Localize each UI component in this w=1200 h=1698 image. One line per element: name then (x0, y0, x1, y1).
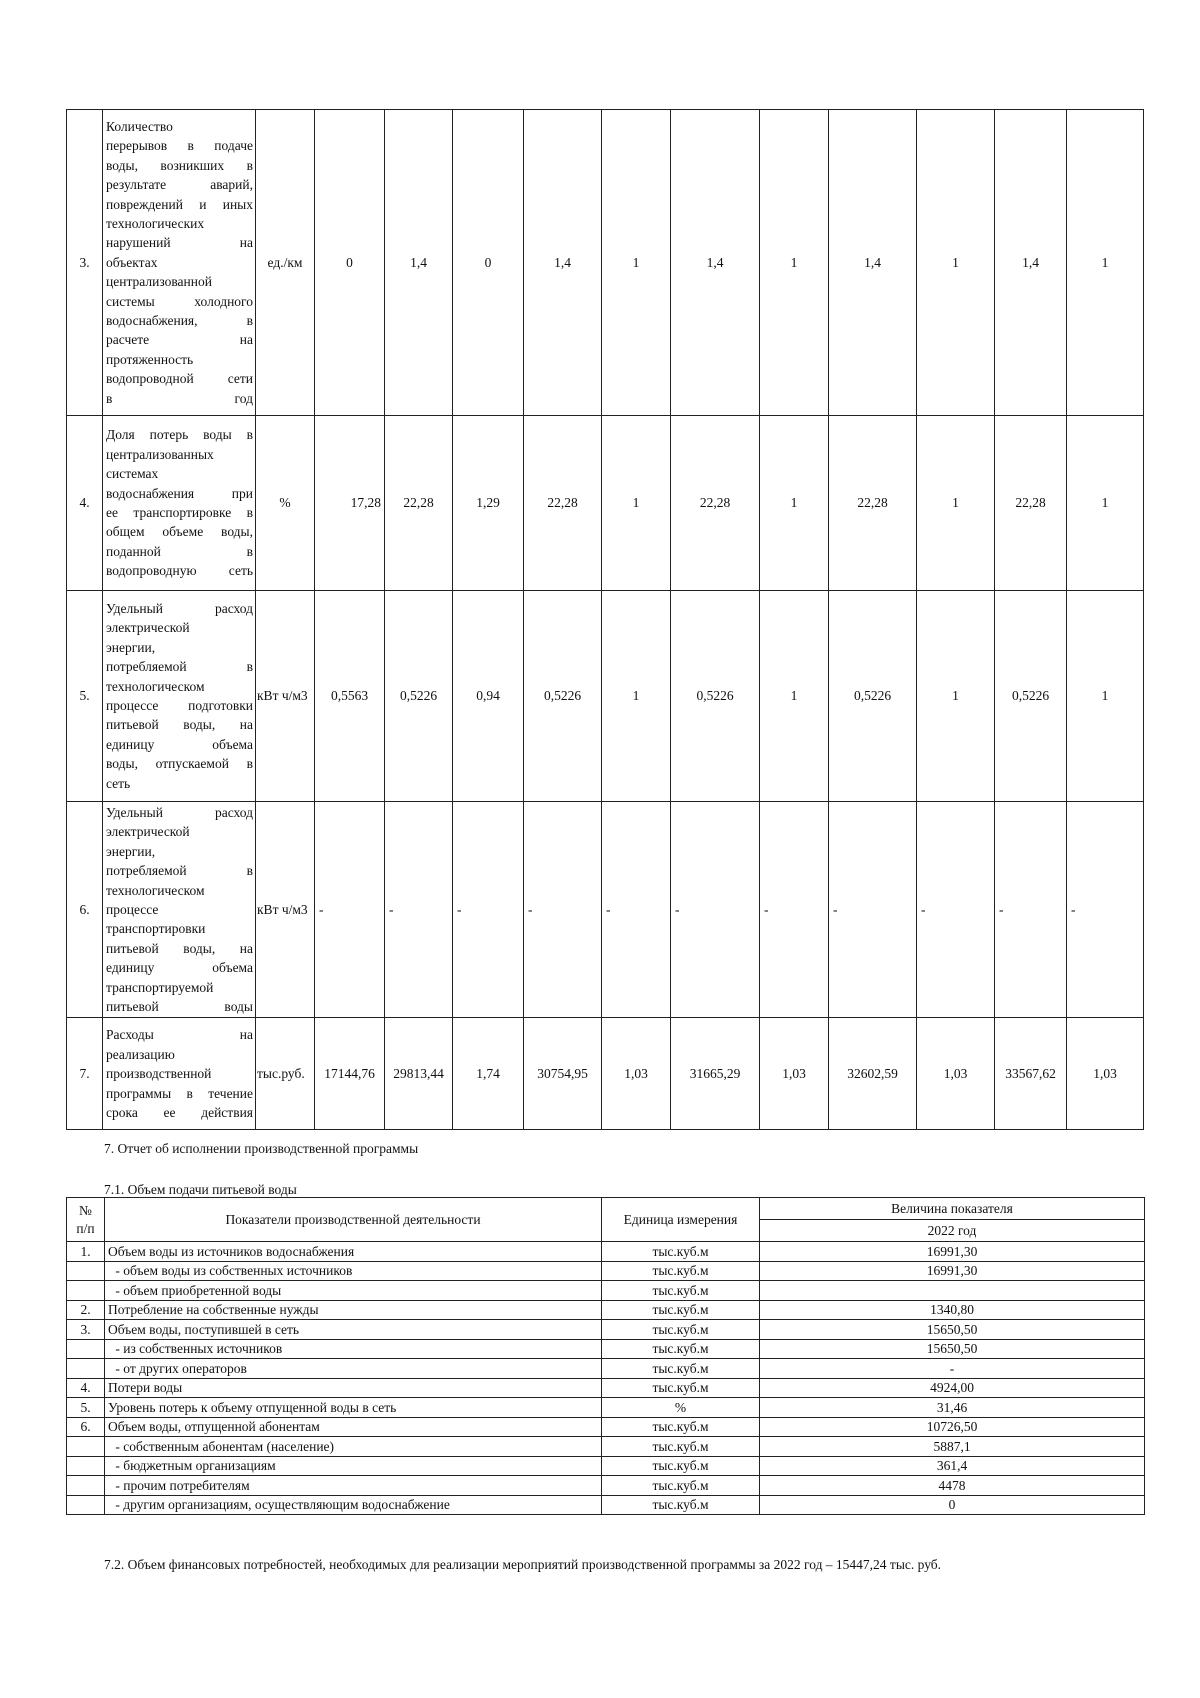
indicator-name-line: питьевой воды, на (106, 717, 253, 733)
value-cell: 1,4 (829, 110, 917, 416)
indicator-name-line: водоснабжения, в (106, 313, 253, 329)
indicator-name-line: перерывов в подаче (106, 138, 253, 154)
unit-cell: % (602, 1398, 760, 1418)
value-cell: 15650,50 (760, 1320, 1145, 1340)
indicator-name: Уровень потерь к объему отпущенной воды в сеть (105, 1398, 602, 1418)
value-cell: 0,5226 (385, 591, 453, 802)
value-cell: 1 (760, 591, 829, 802)
value-cell: 0 (760, 1495, 1145, 1515)
header-num-text: № п/п (76, 1202, 95, 1236)
indicator-name-line: централизованных (106, 446, 214, 462)
section-7-heading: 7. Отчет об исполнении производственной программы (104, 1141, 419, 1156)
value-cell: 30754,95 (524, 1018, 602, 1130)
indicator-name-line: воды, возникших в (106, 157, 253, 173)
value-cell (760, 1281, 1145, 1301)
indicator-name-line: электрической (106, 824, 190, 840)
value-cell: 1 (917, 110, 995, 416)
value-cell: 1 (1067, 416, 1144, 591)
unit-cell: ед./км (256, 110, 315, 416)
indicator-name: Потери воды (105, 1378, 602, 1398)
value-cell: 15650,50 (760, 1339, 1145, 1359)
table-row (67, 1018, 1144, 1130)
indicator-name-line: общем объеме воды, (106, 524, 253, 540)
value-cell: 1 (602, 591, 671, 802)
unit-cell: кВт ч/м3 (256, 591, 315, 802)
row-number (67, 1339, 105, 1359)
indicator-name (103, 1018, 256, 1130)
row-number: 3. (67, 110, 103, 416)
indicator-name-line: питьевой воды (106, 999, 253, 1015)
indicator-name-line: технологических (106, 215, 205, 231)
unit-cell: тыс.куб.м (602, 1339, 760, 1359)
table-row (67, 591, 1144, 802)
indicator-name-line: технологическом (106, 678, 205, 694)
table-row (67, 1281, 1145, 1301)
indicator-name-line: повреждений и иных (106, 196, 253, 212)
indicator-name-line: потребляемой в (106, 863, 253, 879)
value-cell: - (917, 802, 995, 1018)
value-cell: 1,4 (524, 110, 602, 416)
indicator-name: - собственным абонентам (население) (105, 1437, 602, 1457)
unit-cell: тыс.куб.м (602, 1476, 760, 1496)
header-indicator: Показатели производственной деятельности (105, 1198, 602, 1242)
value-cell: 0,5226 (524, 591, 602, 802)
indicator-name: - из собственных источников (105, 1339, 602, 1359)
table-row (67, 416, 1144, 591)
unit-cell: тыс.куб.м (602, 1281, 760, 1301)
indicator-name-line: Удельный расход (106, 600, 253, 616)
table-row (67, 1261, 1145, 1281)
indicator-name-line: в год (106, 390, 253, 406)
row-number: 2. (67, 1300, 105, 1320)
value-cell: 31665,29 (671, 1018, 760, 1130)
unit-cell: тыс.куб.м (602, 1495, 760, 1515)
indicator-name-line: производственной (106, 1066, 212, 1082)
unit-cell: тыс.куб.м (602, 1300, 760, 1320)
row-number (67, 1359, 105, 1379)
indicators-table (66, 109, 1144, 1130)
value-cell: 1 (1067, 110, 1144, 416)
value-cell: 22,28 (671, 416, 760, 591)
value-cell: 1 (917, 591, 995, 802)
indicator-name-line: энергии, (106, 843, 156, 859)
value-cell: 4478 (760, 1476, 1145, 1496)
indicator-name: Объем воды, отпущенной абонентам (105, 1417, 602, 1437)
row-number: 6. (67, 1417, 105, 1437)
value-cell: 31,46 (760, 1398, 1145, 1418)
indicator-name: - другим организациям, осуществляющим водоснабжение (105, 1495, 602, 1515)
section-7-1-heading: 7.1. Объем подачи питьевой воды (104, 1182, 297, 1197)
value-cell: 17,28 (315, 416, 385, 591)
indicator-name-line: Доля потерь воды в (106, 427, 253, 443)
value-cell: 10726,50 (760, 1417, 1145, 1437)
value-cell: 1,4 (995, 110, 1067, 416)
indicator-name-line: технологическом (106, 882, 205, 898)
table-row (67, 1339, 1145, 1359)
indicator-name (103, 416, 256, 591)
indicator-name (103, 110, 256, 416)
indicator-name-line: расчете на (106, 332, 253, 348)
value-cell: 5887,1 (760, 1437, 1145, 1457)
value-cell: 1 (602, 110, 671, 416)
row-number (67, 1456, 105, 1476)
indicator-name-line: срока ее действия (106, 1105, 253, 1121)
row-number: 3. (67, 1320, 105, 1340)
value-cell: 361,4 (760, 1456, 1145, 1476)
indicator-name-line: Количество (106, 118, 173, 134)
indicator-name-line: процессе подготовки (106, 698, 253, 713)
row-number: 4. (67, 416, 103, 591)
row-number: 7. (67, 1018, 103, 1130)
row-number (67, 1437, 105, 1457)
indicator-name-line: единицу объема (106, 960, 253, 976)
indicator-name-line: воды, отпускаемой в (106, 756, 253, 772)
table-row (67, 802, 1144, 1018)
indicator-name-line: ее транспортировке в (106, 505, 253, 520)
indicator-name-line: транспортируемой (106, 979, 214, 995)
unit-cell: тыс.куб.м (602, 1378, 760, 1398)
indicator-name-line: единицу объема (106, 736, 253, 752)
indicator-name-line: энергии, (106, 639, 156, 655)
indicator-name: - объем приобретенной воды (105, 1281, 602, 1301)
value-cell: 22,28 (995, 416, 1067, 591)
indicator-name-line: протяженность (106, 351, 194, 367)
row-number (67, 1281, 105, 1301)
header-unit: Единица измерения (602, 1198, 760, 1242)
indicator-name-line: водопроводной сети (106, 371, 253, 387)
unit-cell: % (256, 416, 315, 591)
section-7-2-text: 7.2. Объем финансовых потребностей, необходимых для реализации мероприятий производственной программы за 2022 год – 15447,24 тыс. руб. (104, 1557, 942, 1572)
indicator-name-line: реализацию (106, 1046, 175, 1062)
value-cell: - (385, 802, 453, 1018)
unit-cell: тыс.куб.м (602, 1417, 760, 1437)
value-cell: 29813,44 (385, 1018, 453, 1130)
value-cell: 1,4 (671, 110, 760, 416)
indicator-name (103, 802, 256, 1018)
table-row (67, 1378, 1145, 1398)
value-cell: 1,03 (602, 1018, 671, 1130)
indicator-name: Потребление на собственные нужды (105, 1300, 602, 1320)
indicator-name-line: нарушений на (106, 235, 253, 251)
value-cell: - (760, 1359, 1145, 1379)
table-row (67, 1417, 1145, 1437)
indicator-name-line: водоснабжения при (106, 485, 253, 501)
value-cell: - (760, 802, 829, 1018)
value-cell: 16991,30 (760, 1261, 1145, 1281)
row-number: 5. (67, 1398, 105, 1418)
indicator-name-line: электрической (106, 620, 190, 636)
indicator-name-line: централизованной (106, 274, 212, 290)
value-cell: 0,94 (453, 591, 524, 802)
unit-cell: тыс.куб.м (602, 1320, 760, 1340)
value-cell: 1,03 (1067, 1018, 1144, 1130)
header-num (67, 1198, 105, 1242)
value-cell: 22,28 (385, 416, 453, 591)
water-supply-table (66, 1197, 1145, 1515)
indicator-name: - прочим потребителям (105, 1476, 602, 1496)
value-cell: 0 (453, 110, 524, 416)
indicator-name-line: потребляемой в (106, 659, 253, 675)
indicator-name-line: системах (106, 466, 159, 482)
indicator-name-line: транспортировки (106, 921, 206, 937)
table-row (67, 1495, 1145, 1515)
value-cell: 1 (760, 110, 829, 416)
table-row (67, 1398, 1145, 1418)
value-cell: 1,03 (917, 1018, 995, 1130)
value-cell: 1,4 (385, 110, 453, 416)
row-number: 6. (67, 802, 103, 1018)
indicator-name-line: водопроводную сеть (106, 563, 253, 579)
value-cell: - (315, 802, 385, 1018)
table-row (67, 1456, 1145, 1476)
value-cell: 1 (602, 416, 671, 591)
row-number (67, 1261, 105, 1281)
row-number (67, 1495, 105, 1515)
indicator-name-line: Удельный расход (106, 805, 253, 820)
value-cell: 0,5226 (671, 591, 760, 802)
unit-cell: тыс.куб.м (602, 1242, 760, 1262)
table-row (67, 1300, 1145, 1320)
value-cell: 1,29 (453, 416, 524, 591)
header-value-group: Величина показателя (760, 1198, 1145, 1220)
value-cell: 0,5563 (315, 591, 385, 802)
indicator-name-line: процессе (106, 902, 159, 918)
table-row (67, 110, 1144, 416)
unit-cell: кВт ч/м3 (256, 802, 315, 1018)
value-cell: 33567,62 (995, 1018, 1067, 1130)
indicator-name-line: результате аварий, (106, 177, 253, 193)
value-cell: 16991,30 (760, 1242, 1145, 1262)
row-number (67, 1476, 105, 1496)
indicator-name: - объем воды из собственных источников (105, 1261, 602, 1281)
unit-cell: тыс.куб.м (602, 1437, 760, 1457)
table-row (67, 1320, 1145, 1340)
value-cell: 17144,76 (315, 1018, 385, 1130)
indicator-name-line: системы холодного (106, 293, 253, 309)
value-cell: - (524, 802, 602, 1018)
value-cell: 32602,59 (829, 1018, 917, 1130)
indicator-name-line: сеть (106, 775, 131, 791)
indicator-name-line: программы в течение (106, 1085, 253, 1101)
table-row (67, 1437, 1145, 1457)
indicator-name-line: питьевой воды, на (106, 940, 253, 956)
value-cell: 0,5226 (829, 591, 917, 802)
indicator-name-line: Расходы на (106, 1027, 253, 1043)
value-cell: 0,5226 (995, 591, 1067, 802)
unit-cell: тыс.куб.м (602, 1261, 760, 1281)
value-cell: - (995, 802, 1067, 1018)
unit-cell: тыс.куб.м (602, 1359, 760, 1379)
table-row (67, 1476, 1145, 1496)
row-number: 4. (67, 1378, 105, 1398)
indicator-name: - бюджетным организациям (105, 1456, 602, 1476)
indicator-name-line: объектах (106, 254, 158, 270)
value-cell: - (453, 802, 524, 1018)
row-number: 1. (67, 1242, 105, 1262)
row-number: 5. (67, 591, 103, 802)
value-cell: 1 (1067, 591, 1144, 802)
unit-cell: тыс.куб.м (602, 1456, 760, 1476)
table-row (67, 1359, 1145, 1379)
indicator-name: Объем воды, поступившей в сеть (105, 1320, 602, 1340)
value-cell: - (602, 802, 671, 1018)
indicator-name (103, 591, 256, 802)
unit-cell: тыс.руб. (256, 1018, 315, 1130)
value-cell: 1,03 (760, 1018, 829, 1130)
header-year: 2022 год (760, 1220, 1145, 1242)
value-cell: 1 (917, 416, 995, 591)
indicator-name: - от других операторов (105, 1359, 602, 1379)
value-cell: - (1067, 802, 1144, 1018)
value-cell: - (671, 802, 760, 1018)
indicator-name-line: поданной в (106, 543, 253, 559)
indicator-name: Объем воды из источников водоснабжения (105, 1242, 602, 1262)
value-cell: 1 (760, 416, 829, 591)
value-cell: 22,28 (524, 416, 602, 591)
value-cell: 0 (315, 110, 385, 416)
value-cell: 1340,80 (760, 1300, 1145, 1320)
value-cell: 22,28 (829, 416, 917, 591)
table-header-row (67, 1198, 1145, 1220)
table-row (67, 1242, 1145, 1262)
value-cell: 1,74 (453, 1018, 524, 1130)
value-cell: - (829, 802, 917, 1018)
value-cell: 4924,00 (760, 1378, 1145, 1398)
